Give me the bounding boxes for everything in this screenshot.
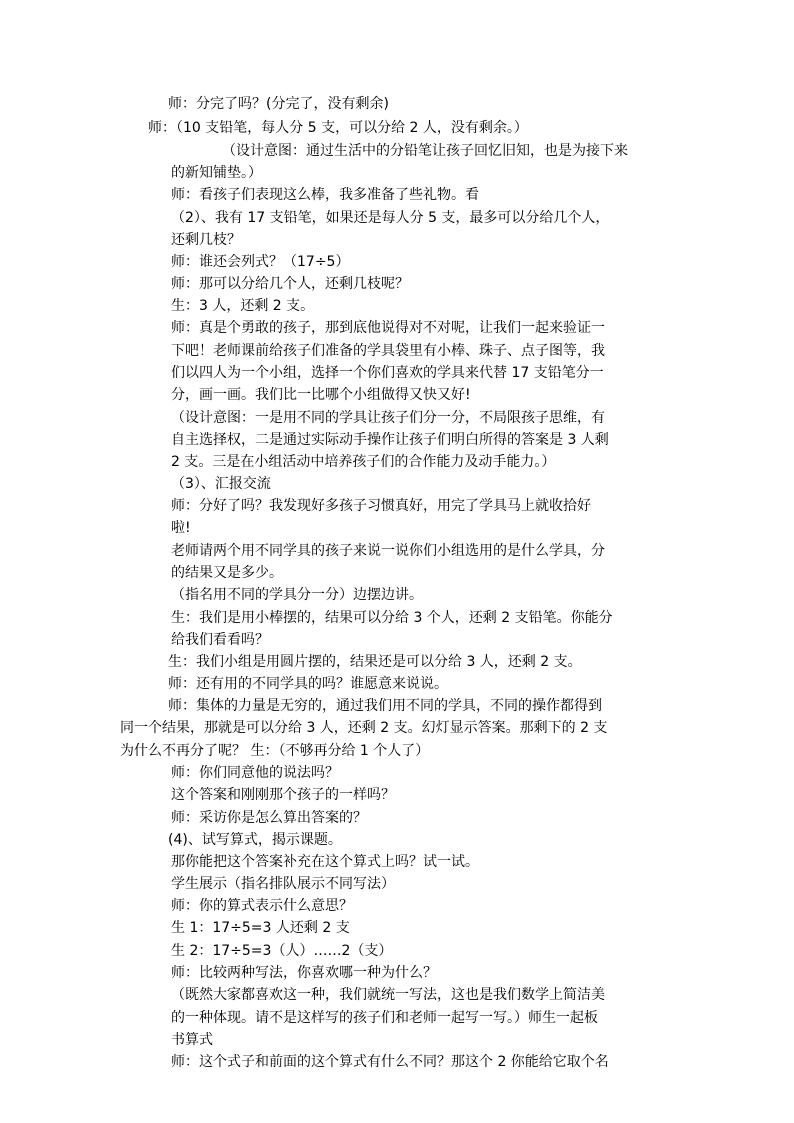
text-line: 师：你们同意他的说法吗？ xyxy=(171,765,339,781)
text-line: 分，画一画。我们比一比哪个小组做得又快又好! xyxy=(171,387,471,403)
text-line: 书算式 xyxy=(171,1032,213,1048)
text-line: 师：看孩子们表现这么棒，我多准备了些礼物。看 xyxy=(171,187,479,203)
text-line: 生：3 人，还剩 2 支。 xyxy=(171,298,315,314)
text-line: 啦! xyxy=(171,520,191,536)
text-line: 们以四人为一个小组，选择一个你们喜欢的学具来代替 17 支铅笔分一 xyxy=(171,365,604,381)
text-line: 那你能把这个答案补充在这个算式上吗？试一试。 xyxy=(171,854,479,870)
text-line: 学生展示（指名排队展示不同写法） xyxy=(171,876,395,892)
text-line: （设计意图：通过生活中的分铅笔让孩子回忆旧知，也是为接下来 xyxy=(222,143,628,159)
text-line: （2）、我有 17 支铅笔，如果还是每人分 5 支，最多可以分给几个人， xyxy=(171,210,610,226)
text-line: 师：（10 支铅笔，每人分 5 支，可以分给 2 人，没有剩余。） xyxy=(148,120,528,136)
text-line: 生 2：17÷5=3（人）……2（支） xyxy=(171,943,393,959)
text-line: （既然大家都喜欢这一种，我们就统一写法，这也是我们数学上简洁美 xyxy=(171,987,605,1003)
text-line: 的结果又是多少。 xyxy=(171,565,283,581)
text-line: 的一种体现。请不是这样写的孩子们和老师一起写一写。）师生一起板 xyxy=(171,1010,598,1026)
text-line: 的新知铺垫。） xyxy=(171,165,262,181)
text-line: (4)、试写算式，揭示课题。 xyxy=(168,832,342,848)
text-line: 师：集体的力量是无穷的，通过我们用不同的学具，不同的操作都得到 xyxy=(168,698,602,714)
text-line: 师：谁还会列式？（17÷5） xyxy=(171,254,350,270)
text-line: 下吧！老师课前给孩子们准备的学具袋里有小棒、珠子、点子图等，我 xyxy=(171,343,605,359)
text-line: 师：分完了吗？(分完了，没有剩余) xyxy=(168,96,389,112)
text-line: 师：这个式子和前面的这个算式有什么不同？那这个 2 你能给它取个名 xyxy=(171,1054,609,1070)
text-line: （3）、汇报交流 xyxy=(171,476,271,492)
text-line: 师：采访你是怎么算出答案的？ xyxy=(171,810,367,826)
text-line: 师：真是个勇敢的孩子，那到底他说得对不对呢，让我们一起来验证一 xyxy=(171,320,605,336)
text-line: 生 1：17÷5=3 人还剩 2 支 xyxy=(171,920,350,936)
text-line: 师：还有用的不同学具的吗？谁愿意来说说。 xyxy=(168,676,448,692)
text-line: 同一个结果，那就是可以分给 3 人，还剩 2 支。幻灯显示答案。那剩下的 2 支 xyxy=(120,720,608,736)
text-line: 师：那可以分给几个人，还剩几枝呢？ xyxy=(171,276,409,292)
text-line: 为什么不再分了呢？ 生：（不够再分给 1 个人了） xyxy=(120,743,430,759)
text-line: 2 支。三是在小组活动中培养孩子们的合作能力及动手能力。） xyxy=(171,454,556,470)
text-line: 自主选择权，二是通过实际动手操作让孩子们明白所得的答案是 3 人剩 xyxy=(171,432,609,448)
text-line: （指名用不同的学具分一分）边摆边讲。 xyxy=(171,587,423,603)
text-line: 这个答案和刚刚那个孩子的一样吗？ xyxy=(171,787,395,803)
text-line: 师：你的算式表示什么意思？ xyxy=(171,898,353,914)
text-line: 老师请两个用不同学具的孩子来说一说你们小组选用的是什么学具，分 xyxy=(171,543,605,559)
text-line: （设计意图：一是用不同的学具让孩子们分一分，不局限孩子思维，有 xyxy=(171,410,605,426)
text-line: 还剩几枝？ xyxy=(171,232,241,248)
text-line: 师：分好了吗？我发现好多孩子习惯真好，用完了学具马上就收拾好 xyxy=(171,498,591,514)
text-line: 生：我们是用小棒摆的，结果可以分给 3 个人，还剩 2 支铅笔。你能分 xyxy=(171,610,613,626)
text-line: 给我们看看吗？ xyxy=(171,632,269,648)
text-line: 师：比较两种写法，你喜欢哪一种为什么？ xyxy=(171,965,437,981)
text-line: 生：我们小组是用圆片摆的，结果还是可以分给 3 人，还剩 2 支。 xyxy=(168,654,582,670)
